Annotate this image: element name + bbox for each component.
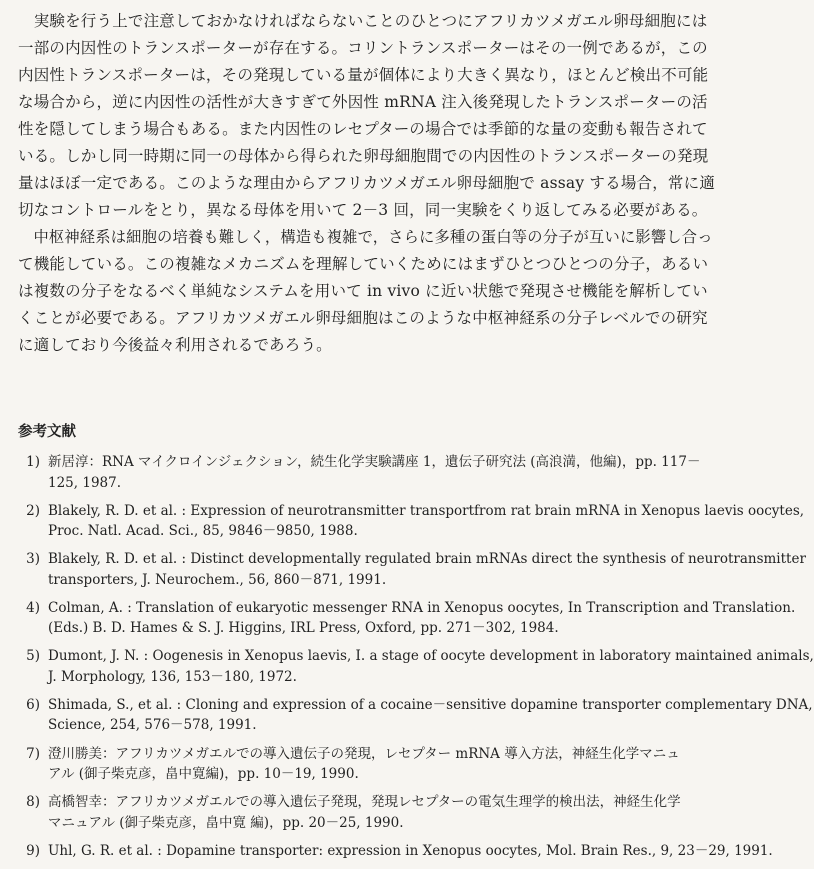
- reference-text: [48, 744, 720, 785]
- reference-number: 4): [26, 599, 40, 616]
- reference-text: [48, 646, 814, 687]
- reference-item: [18, 792, 720, 833]
- reference-line: Shimada, S., et al. : Cloning and expression of a cocaine－sensitive dopamine transporter complementary DNA,: [48, 696, 813, 713]
- reference-item: [18, 598, 796, 639]
- text-line: いる。しかし同一時期に同一の母体から得られた卵母細胞間での内因性のトランスポーターの発現: [18, 147, 709, 165]
- text-line: 量はほぼ一定である。このような理由からアフリカツメガエル卵母細胞で assay する場合，常に適: [18, 174, 716, 192]
- reference-line: Dumont, J. N. : Oogenesis in Xenopus laevis, I. a stage of oocyte development in laboratory maintained animals,: [48, 648, 814, 665]
- text-line: て機能している。この複雑なメカニズムを理解していくためにはまずひとつひとつの分子，あるい: [18, 255, 709, 273]
- reference-number: 1): [26, 454, 40, 470]
- reference-item: [18, 646, 814, 687]
- reference-text: [48, 792, 720, 833]
- text-line: 内因性トランスポーターは，その発現している量が個体により大きく異なり，ほとんど検出不可能: [18, 66, 709, 84]
- text-line: 実験を行う上で注意しておかなければならないことのひとつにアフリカツメガエル卵母細胞には: [18, 12, 708, 30]
- text-line: 一部の内因性のトランスポーターが存在する。コリントランスポーターはその一例であるが，この: [18, 39, 708, 57]
- reference-text: [48, 598, 795, 639]
- text-line: 中枢神経系は細胞の培養も難しく，構造も複雑で，さらに多種の蛋白等の分子が互いに影響し合っ: [18, 228, 713, 246]
- reference-number: 7): [26, 745, 40, 762]
- reference-line: Blakely, R. D. et al. : Expression of neurotransmitter transportfrom rat brain mRNA in Xenopus laevis oocytes,: [48, 502, 805, 519]
- text-line: くことが必要である。アフリカツメガエル卵母細胞はこのような中枢神経系の分子レベルでの研究: [18, 309, 708, 327]
- reference-number: 8): [26, 794, 40, 811]
- text-line: は複数の分子をなるべく単純なシステムを用いて in vivo に近い状態で発現させ機能を解析してい: [18, 282, 708, 300]
- reference-list: [18, 452, 814, 869]
- body-paragraph-1: [18, 8, 720, 224]
- references-heading: 参考文献: [18, 424, 76, 440]
- reference-line: 125, 1987.: [48, 474, 121, 491]
- reference-line: (Eds.) B. D. Hames & S. J. Higgins, IRL Press, Oxford, pp. 271－302, 1984.: [48, 620, 559, 637]
- reference-text: [48, 501, 804, 542]
- reference-line: Proc. Natl. Acad. Sci., 85, 9846－9850, 1988.: [48, 523, 358, 540]
- reference-line: Uhl, G. R. et al. : Dopamine transporter: expression in Xenopus oocytes, Mol. Brain Res., 9, 23－29, 1991.: [48, 842, 773, 859]
- reference-number: 9): [26, 842, 40, 859]
- text-line: に適しており今後益々利用されるであろう。: [18, 336, 332, 354]
- reference-line: アル (御子柴克彦，畠中寛編)，pp. 10－19, 1990.: [48, 766, 359, 783]
- reference-text: [48, 452, 720, 493]
- reference-number: 3): [26, 551, 40, 568]
- reference-line: 新居淳：RNA マイクロインジェクション，続生化学実験講座 1，遺伝子研究法 (高浪満，他編)，pp. 117－: [48, 454, 701, 470]
- reference-line: Science, 254, 576－578, 1991.: [48, 717, 257, 734]
- text-line: な場合から，逆に内因性の活性が大きすぎて外因性 mRNA 注入後発現したトランスポーターの活: [18, 93, 708, 111]
- reference-item: [18, 841, 773, 862]
- reference-line: 高橋智幸：アフリカツメガエルでの導入遺伝子発現，発現レセプターの電気生理学的検出法，神経生化学: [48, 794, 681, 811]
- reference-line: 澄川勝美：アフリカツメガエルでの導入遺伝子の発現，レセプター mRNA 導入方法，神経生化学マニュ: [48, 745, 680, 762]
- reference-line: J. Morphology, 136, 153－180, 1972.: [48, 668, 297, 685]
- reference-line: transporters, J. Neurochem., 56, 860－871, 1991.: [48, 571, 387, 588]
- reference-number: 2): [26, 502, 40, 519]
- reference-line: Colman, A. : Translation of eukaryotic messenger RNA in Xenopus oocytes, In Transcription and Translation.: [48, 599, 796, 616]
- reference-item: [18, 695, 813, 736]
- reference-text: [48, 549, 806, 590]
- reference-number: 6): [26, 696, 40, 713]
- text-line: 性を隠してしまう場合もある。また内因性のレセプターの場合では季節的な量の変動も報告されて: [18, 120, 708, 138]
- reference-item: [18, 744, 720, 785]
- reference-item: [18, 549, 806, 590]
- body-paragraph-2: [18, 224, 720, 359]
- reference-line: マニュアル (御子柴克彦，畠中寛 編)，pp. 20－25, 1990.: [48, 814, 404, 831]
- reference-item: [18, 452, 720, 493]
- reference-item: [18, 501, 805, 542]
- reference-line: Blakely, R. D. et al. : Distinct developmentally regulated brain mRNAs direct the synthesis of neurotransmitter: [48, 551, 806, 568]
- reference-text: [48, 695, 813, 736]
- text-line: 切なコントロールをとり，異なる母体を用いて 2－3 回，同一実験をくり返してみる必要がある。: [18, 201, 708, 219]
- reference-text: [48, 841, 773, 862]
- reference-number: 5): [26, 648, 40, 665]
